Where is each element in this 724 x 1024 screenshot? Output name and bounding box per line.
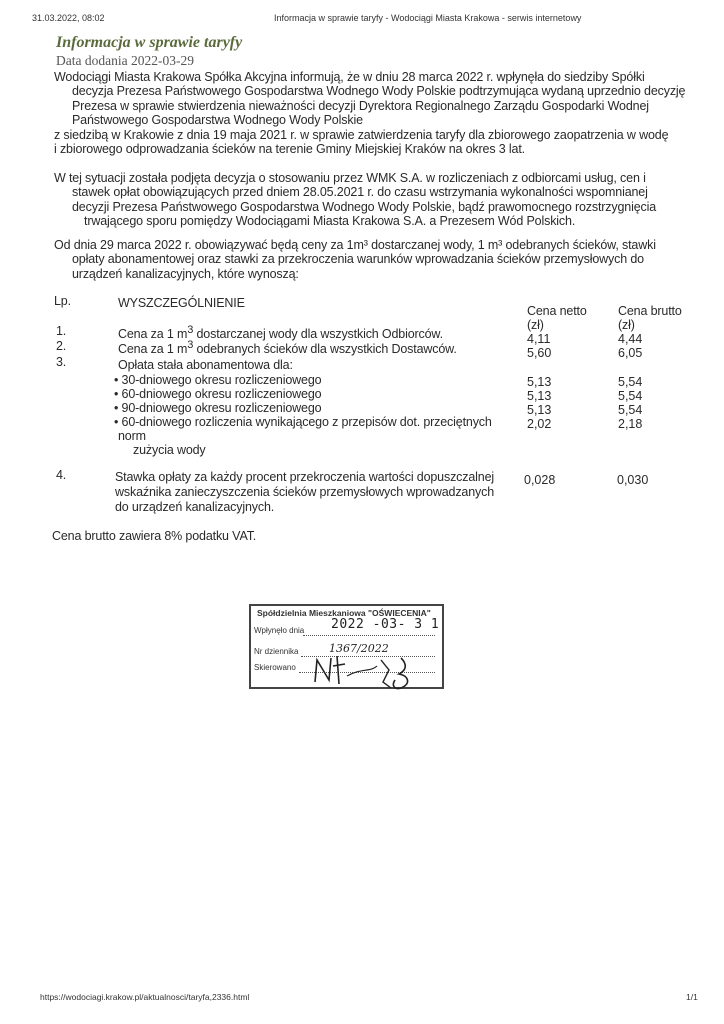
paragraph-situation <box>54 171 694 229</box>
row-number: 3. <box>56 355 67 369</box>
row-description: Cena za 1 $m^3$ dostarczanej wody dla wszystkich Odbiorców. <box>118 324 443 342</box>
text-line: Prezesa w sprawie stwierdzenia nieważności decyzji Dyrektora Regionalnego Zarządu Gospodarki Wodnej <box>72 98 649 113</box>
gross-price-value: 5,54 <box>618 375 643 389</box>
net-price-value: 5,13 <box>527 403 552 417</box>
net-price-value: 5,13 <box>527 389 552 403</box>
article-date: Data dodania 2022-03-29 <box>56 53 194 68</box>
stamp-received-date: 2022 -03- 3 1 <box>331 617 440 632</box>
text-line: Państwowego Gospodarstwa Wodnego Wody Polskie <box>72 113 363 128</box>
text-line: z siedzibą w Krakowie z dnia 19 maja 2021 r. w sprawie zatwierdzenia taryfy dla zbiorowego zaopatrzenia w wodę <box>54 127 669 142</box>
stamp-journal-number: 1367/2022 <box>329 642 389 655</box>
stamp-received-label: Wpłynęło dnia <box>254 626 305 635</box>
text-line: decyzji Prezesa Państwowego Gospodarstwa Wodnego Wody Polskie, bądź prawomocnego rozstrzygnięcia <box>72 199 657 214</box>
print-page-number: 1/1 <box>686 992 698 1002</box>
column-header-net-price: Cena netto <box>527 304 587 318</box>
print-url: https://wodociagi.krakow.pl/aktualnosci/taryfa,2336.html <box>40 992 250 1002</box>
subscription-option-continued: norm <box>118 429 146 443</box>
subscription-option: • 60-dniowego rozliczenia wynikającego z przepisów dot. przeciętnych <box>114 415 492 429</box>
paragraph-decision <box>54 70 694 156</box>
row-description: Stawka opłaty za każdy procent przekroczenia wartości dopuszczalnej <box>115 470 495 484</box>
row-description: Opłata stała abonamentowa dla: <box>118 358 293 372</box>
text-line: W tej sytuacji została podjęta decyzja o stosowaniu przez WMK S.A. w rozliczeniach z odbiorcami usług, cen i <box>54 171 646 185</box>
row-number: 4. <box>56 468 67 482</box>
column-header-gross-price: Cena brutto <box>618 304 682 318</box>
stamp-line <box>303 635 435 636</box>
column-header-net-unit: (zł) <box>527 318 544 332</box>
net-price-value: 4,11 <box>527 332 551 346</box>
column-header-description: WYSZCZEGÓLNIENIE <box>118 296 245 310</box>
text-line: stawek opłat obowiązujących przed dniem 28.05.2021 r. do czasu wstrzymania wykonalności wspomnianej <box>72 185 648 200</box>
text-line: urządzeń kanalizacyjnych, które wynoszą: <box>72 266 299 281</box>
text-line: Wodociągi Miasta Krakowa Spółka Akcyjna informują, że w dniu 28 marca 2022 r. wpłynęła do siedziby Spółki <box>54 70 645 84</box>
vat-note: Cena brutto zawiera 8% podatku VAT. <box>52 529 257 543</box>
gross-price-value: 0,030 <box>617 473 649 487</box>
text-line: decyzja Prezesa Państwowego Gospodarstwa Wodnego Wody Polskie podtrzymująca wydaną uprzednio decyzję <box>72 84 686 99</box>
net-price-value: 5,60 <box>527 346 552 360</box>
print-page-title: Informacja w sprawie taryfy - Wodociągi Miasta Krakowa - serwis internetowy <box>274 13 582 23</box>
gross-price-value: 4,44 <box>618 332 643 346</box>
handwritten-signature <box>311 646 421 691</box>
subscription-option: • 30-dniowego okresu rozliczeniowego <box>114 373 322 387</box>
subscription-option: • 60-dniowego okresu rozliczeniowego <box>114 387 322 401</box>
stamp-directed-label: Skierowano <box>254 663 296 672</box>
row-description: Cena za 1 $m^3$ odebranych ścieków dla wszystkich Dostawców. <box>118 339 457 357</box>
subscription-option-continued: zużycia wody <box>133 443 206 457</box>
net-price-value: 5,13 <box>527 375 552 389</box>
subscription-option: • 90-dniowego okresu rozliczeniowego <box>114 401 322 415</box>
text-line: Od dnia 29 marca 2022 r. obowiązywać będą ceny za 1m³ dostarczanej wody, 1 m³ odebranych ścieków, stawki <box>54 238 656 252</box>
paragraph-prices <box>54 238 694 281</box>
row-description-continued: do urządzeń kanalizacyjnych. <box>115 500 275 514</box>
column-header-lp: Lp. <box>54 294 71 308</box>
row-description-continued: wskaźnika zanieczyszczenia ścieków przemysłowych wprowadzanych <box>115 485 495 499</box>
net-price-value: 0,028 <box>524 473 556 487</box>
column-header-gross-unit: (zł) <box>618 318 635 332</box>
row-number: 2. <box>56 339 67 353</box>
text-line: trwającego sporu pomiędzy Wodociągami Miasta Krakowa S.A. a Prezesem Wód Polskich. <box>84 214 576 229</box>
row-number: 1. <box>56 324 67 338</box>
stamp-title: Spółdzielnia Mieszkaniowa "OŚWIECENIA" <box>257 608 431 618</box>
stamp-journal-label: Nr dziennika <box>254 647 299 656</box>
text-line: opłaty abonamentowej oraz stawki za przekroczenia warunków wprowadzania ścieków przemysłowych do <box>72 252 644 267</box>
gross-price-value: 6,05 <box>618 346 643 360</box>
text-line: i zbiorowego odprowadzania ścieków na terenie Gminy Miejskiej Kraków na okres 3 lat. <box>54 142 525 157</box>
net-price-value: 2,02 <box>527 417 552 431</box>
article-title: Informacja w sprawie taryfy <box>56 34 243 51</box>
gross-price-value: 2,18 <box>618 417 643 431</box>
received-stamp <box>249 604 444 689</box>
print-datetime: 31.03.2022, 08:02 <box>32 13 105 23</box>
gross-price-value: 5,54 <box>618 403 643 417</box>
gross-price-value: 5,54 <box>618 389 643 403</box>
